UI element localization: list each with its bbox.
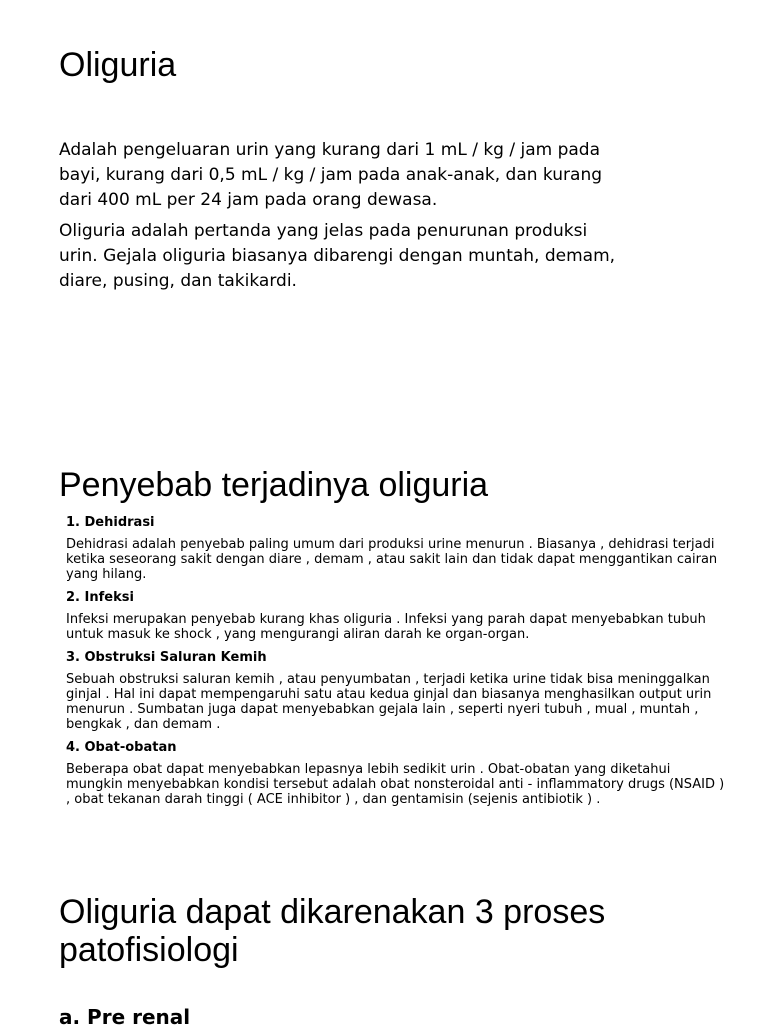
oliguria-description: Oliguria adalah pertanda yang jelas pada penurunan produksi urin. Gejala oliguria biasanya dibarengi dengan muntah, demam, diare, pusing, dan takikardi. xyxy=(59,221,616,291)
cause-text: Sebuah obstruksi saluran kemih , atau penyumbatan , terjadi ketika urine tidak bisa meninggalkan ginjal . Hal ini dapat mempengaruhi satu atau kedua ginjal dan biasanya menghasilkan output urin menurun . Sumbatan juga dapat menyebabkan gejala lain , seperti nyeri tubuh , mual , muntah , bengkak , dan demam . xyxy=(66,672,712,732)
cause-item-dehidrasi xyxy=(66,513,726,582)
pre-renal-heading: a. Pre renal xyxy=(59,1005,191,1029)
slide3-title: Oliguria dapat dikarenakan 3 proses patofisiologi xyxy=(59,893,606,969)
cause-heading: 4. Obat-obatan xyxy=(66,740,177,755)
cause-text: Infeksi merupakan penyebab kurang khas oliguria . Infeksi yang parah dapat menyebabkan tubuh untuk masuk ke shock , yang mengurangi aliran darah ke organ-organ. xyxy=(66,612,706,642)
cause-text: Dehidrasi adalah penyebab paling umum dari produksi urine menurun . Biasanya , dehidrasi terjadi ketika seseorang sakit dengan diare , demam , atau sakit lain dan tidak dapat menggantikan cairan yang hilang. xyxy=(66,537,718,582)
cause-heading: 1. Dehidrasi xyxy=(66,515,155,530)
cause-item-obat xyxy=(66,738,726,807)
slide1-title: Oliguria xyxy=(59,46,177,84)
cause-heading: 3. Obstruksi Saluran Kemih xyxy=(66,650,267,665)
cause-heading: 2. Infeksi xyxy=(66,590,134,605)
slide2-title: Penyebab terjadinya oliguria xyxy=(59,466,489,504)
cause-item-infeksi xyxy=(66,588,726,642)
cause-text: Beberapa obat dapat menyebabkan lepasnya lebih sedikit urin . Obat-obatan yang diketahui mungkin menyebabkan kondisi tersebut adalah obat nonsteroidal anti - inflammatory drugs (NSAID ) , obat tekanan darah tinggi ( ACE inhibitor ) , dan gentamisin (sejenis antibiotik ) . xyxy=(66,762,725,807)
cause-item-obstruksi xyxy=(66,648,726,732)
causes-list xyxy=(66,513,726,813)
oliguria-definition: Adalah pengeluaran urin yang kurang dari 1 mL / kg / jam pada bayi, kurang dari 0,5 mL / kg / jam pada anak-anak, dan kurang dari 400 mL per 24 jam pada orang dewasa. xyxy=(59,140,603,210)
